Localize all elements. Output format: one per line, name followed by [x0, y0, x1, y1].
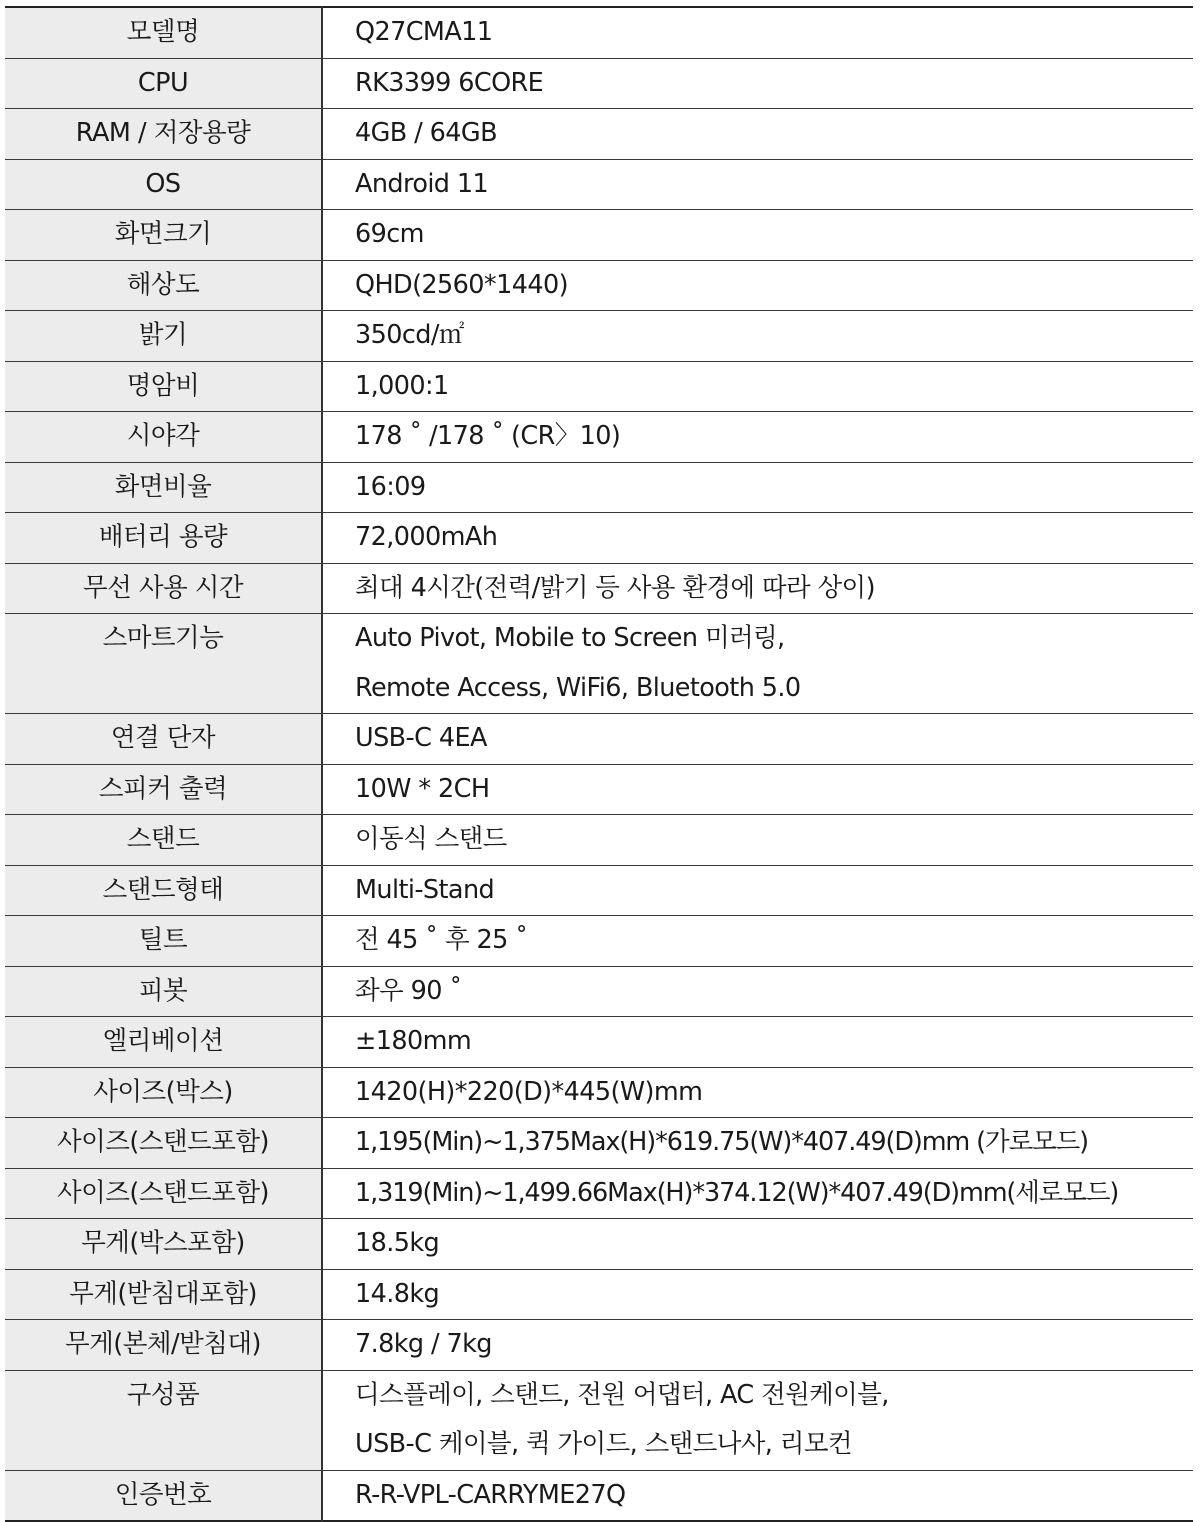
- spec-value: [322, 159, 1193, 210]
- spec-row: [5, 462, 1193, 513]
- spec-row: [5, 614, 1193, 714]
- spec-row: [5, 815, 1193, 866]
- spec-label: OS: [5, 159, 322, 210]
- spec-value: [322, 412, 1193, 463]
- spec-label: 모델명: [5, 7, 322, 58]
- spec-label: 시야각: [5, 412, 322, 463]
- spec-value: [322, 1168, 1193, 1219]
- spec-label: 스탠드형태: [5, 865, 322, 916]
- spec-value-line: Auto Pivot, Mobile to Screen 미러링,: [355, 623, 785, 653]
- spec-row: [5, 714, 1193, 765]
- spec-value-line: 72,000mAh: [355, 522, 498, 552]
- spec-row: [5, 159, 1193, 210]
- spec-label: 연결 단자: [5, 714, 322, 765]
- spec-label: RAM / 저장용량: [5, 109, 322, 160]
- spec-row: [5, 1470, 1193, 1521]
- spec-row: [5, 1067, 1193, 1118]
- spec-value-line: RK3399 6CORE: [355, 67, 544, 98]
- spec-label: 틸트: [5, 916, 322, 967]
- spec-row: [5, 1269, 1193, 1320]
- spec-value: [322, 764, 1193, 815]
- spec-value: [322, 1370, 1193, 1470]
- spec-row: [5, 412, 1193, 463]
- spec-label: 사이즈(스탠드포함): [5, 1118, 322, 1169]
- spec-value: [322, 1017, 1193, 1068]
- spec-row: [5, 1118, 1193, 1169]
- spec-row: [5, 260, 1193, 311]
- spec-value: [322, 361, 1193, 412]
- spec-value: [322, 966, 1193, 1017]
- spec-value-line: 350cd/㎡: [355, 320, 464, 350]
- spec-value: [322, 7, 1193, 58]
- spec-value: [322, 513, 1193, 564]
- spec-row: [5, 966, 1193, 1017]
- spec-value-line: 178 ˚ /178 ˚ (CR〉10): [355, 421, 621, 451]
- spec-value-line: 69cm: [355, 219, 424, 249]
- spec-value-line: 이동식 스탠드: [355, 824, 507, 854]
- spec-value: [322, 865, 1193, 916]
- spec-value-line: 4GB / 64GB: [355, 118, 497, 148]
- spec-label: 스마트기능: [5, 614, 322, 714]
- spec-value: [322, 1269, 1193, 1320]
- spec-label: 무선 사용 시간: [5, 563, 322, 614]
- spec-value-line: Multi-Stand: [355, 874, 495, 905]
- spec-value-line: 1,195(Min)~1,375Max(H)*619.75(W)*407.49(D)mm (가로모드): [355, 1127, 1089, 1157]
- spec-value: [322, 916, 1193, 967]
- spec-row: [5, 361, 1193, 412]
- spec-table-body: [5, 7, 1193, 1521]
- spec-value: [322, 1118, 1193, 1169]
- spec-value-line: 1420(H)*220(D)*445(W)mm: [355, 1076, 703, 1107]
- spec-row: [5, 865, 1193, 916]
- spec-label: 스탠드: [5, 815, 322, 866]
- spec-row: [5, 1219, 1193, 1270]
- spec-value-line: 최대 4시간(전력/밝기 등 사용 환경에 따라 상이): [355, 572, 875, 603]
- spec-label: 명암비: [5, 361, 322, 412]
- spec-label: 밝기: [5, 311, 322, 362]
- spec-value: [322, 260, 1193, 311]
- spec-value-line: USB-C 4EA: [355, 723, 487, 753]
- spec-label: 사이즈(박스): [5, 1067, 322, 1118]
- spec-value: [322, 714, 1193, 765]
- spec-value-line: ±180mm: [355, 1026, 472, 1056]
- spec-label: 엘리베이션: [5, 1017, 322, 1068]
- spec-value: [322, 1219, 1193, 1270]
- spec-label: 화면크기: [5, 210, 322, 261]
- spec-row: [5, 513, 1193, 564]
- spec-label: 배터리 용량: [5, 513, 322, 564]
- spec-value: [322, 1470, 1193, 1521]
- spec-value-line: 16:09: [355, 471, 426, 502]
- spec-value: [322, 1067, 1193, 1118]
- spec-value-line: QHD(2560*1440): [355, 269, 568, 300]
- spec-value: [322, 210, 1193, 261]
- spec-value-line: R-R-VPL-CARRYME27Q: [355, 1479, 626, 1510]
- spec-label: 인증번호: [5, 1470, 322, 1521]
- spec-row: [5, 1168, 1193, 1219]
- spec-value-line: 디스플레이, 스탠드, 전원 어댑터, AC 전원케이블,: [355, 1379, 889, 1410]
- spec-value-line: Android 11: [355, 168, 489, 199]
- spec-row: [5, 58, 1193, 109]
- spec-value: [322, 311, 1193, 362]
- spec-row: [5, 916, 1193, 967]
- spec-value-line: Q27CMA11: [355, 17, 493, 47]
- spec-label: 무게(받침대포함): [5, 1269, 322, 1320]
- spec-value-line: 18.5kg: [355, 1228, 440, 1258]
- spec-value-line: 좌우 90 ˚: [355, 975, 462, 1006]
- spec-row: [5, 1370, 1193, 1470]
- spec-row: [5, 7, 1193, 58]
- spec-value: [322, 1320, 1193, 1371]
- spec-label: 해상도: [5, 260, 322, 311]
- spec-value: [322, 462, 1193, 513]
- spec-row: [5, 764, 1193, 815]
- spec-label: 스피커 출력: [5, 764, 322, 815]
- spec-label: CPU: [5, 58, 322, 109]
- spec-value-line: 1,319(Min)~1,499.66Max(H)*374.12(W)*407.49(D)mm(세로모드): [355, 1177, 1119, 1208]
- spec-value-line: 14.8kg: [355, 1278, 440, 1309]
- spec-label: 무게(박스포함): [5, 1219, 322, 1270]
- spec-row: [5, 311, 1193, 362]
- spec-row: [5, 1017, 1193, 1068]
- spec-value-line: 7.8kg / 7kg: [355, 1329, 492, 1359]
- spec-label: 피봇: [5, 966, 322, 1017]
- spec-label: 무게(본체/받침대): [5, 1320, 322, 1371]
- spec-value: [322, 815, 1193, 866]
- spec-value-line: 전 45 ˚ 후 25 ˚: [355, 925, 528, 955]
- spec-value: [322, 109, 1193, 160]
- spec-row: [5, 1320, 1193, 1371]
- spec-value-line: 10W * 2CH: [355, 773, 490, 804]
- spec-value: [322, 58, 1193, 109]
- spec-label: 사이즈(스탠드포함): [5, 1168, 322, 1219]
- spec-row: [5, 210, 1193, 261]
- spec-value-line: 1,000:1: [355, 370, 449, 401]
- spec-value-line: Remote Access, WiFi6, Bluetooth 5.0: [355, 672, 801, 703]
- spec-value: [322, 563, 1193, 614]
- spec-row: [5, 109, 1193, 160]
- spec-value-line: USB-C 케이블, 퀵 가이드, 스탠드나사, 리모컨: [355, 1429, 852, 1459]
- spec-value: [322, 614, 1193, 714]
- spec-table: [5, 6, 1193, 1522]
- spec-label: 화면비율: [5, 462, 322, 513]
- spec-label: 구성품: [5, 1370, 322, 1470]
- spec-row: [5, 563, 1193, 614]
